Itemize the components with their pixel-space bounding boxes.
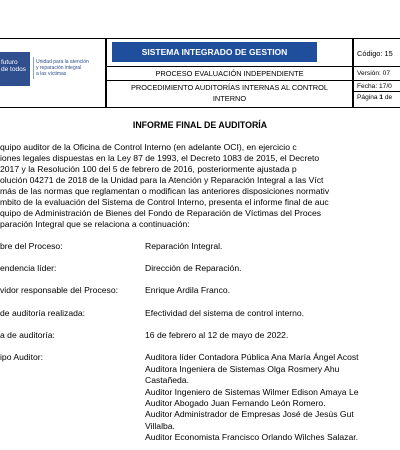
field-value-audit-dates: 16 de febrero al 12 de mayo de 2022. (145, 330, 289, 340)
field-value-responsible: Enrique Ardila Franco. (145, 285, 231, 295)
document-date: Fecha: 17/0 (357, 83, 392, 90)
unit-logo-line1: Unidad para la atención (36, 59, 89, 65)
team-member-line: Auditora Ingeniera de Sistemas Olga Rosmery Ahu (145, 364, 340, 374)
field-value-lead-unit: Dirección de Reparación. (145, 263, 242, 273)
team-member-line: Auditor Economista Francisco Orlando Wilches Salazar. (145, 432, 359, 442)
team-member-line: Auditor Ingeniero de Sistemas Wilmer Edison Amaya Le (145, 387, 359, 397)
procedure-line2: INTERNO (212, 94, 247, 103)
field-value-audit-type: Efectividad del sistema de control interno. (145, 308, 305, 318)
field-value-audit-team: Auditora líder Contadora Pública Ana María Ángel Acost (145, 352, 359, 362)
unit-logo-line2: y reparación integral (36, 65, 82, 71)
intro-line: mbito de la evaluación del Sistema de Control Interno, presenta el informe final de auc (0, 197, 329, 207)
meta-divider-3 (353, 91, 400, 92)
system-title: SISTEMA INTEGRADO DE GESTION (112, 42, 317, 62)
team-member-line: Villalba. (145, 421, 175, 431)
intro-line: paración Integral que se relaciona a continuación: (0, 219, 190, 229)
meta-divider-1 (353, 66, 400, 67)
team-member-line: Auditor Abogado Juan Fernando León Romero. (145, 398, 326, 408)
logo-text-line2: de todos (1, 66, 26, 73)
document-code: Código: 15 (357, 49, 393, 58)
team-member-line: Auditor Administrador de Empresas José de Jesús Gut (145, 409, 354, 419)
field-label-audit-team: ipo Auditor: (0, 352, 43, 362)
field-label-process: bre del Proceso: (0, 241, 63, 251)
intro-line: 2017 y la Resolución 100 del 5 de febrero de 2016, posteriormente ajustada p (0, 164, 297, 174)
field-label-responsible: vidor responsable del Proceso: (0, 285, 118, 295)
procedure-line1: PROCEDIMIENTO AUDITORÍAS INTERNAS AL CONTROL (131, 83, 328, 92)
field-label-lead-unit: endencia líder: (0, 263, 57, 273)
intro-line: quipo auditor de la Oficina de Control Interno (en adelante OCI), en ejercicio c (0, 142, 297, 152)
logo-text-line1: futuro (1, 59, 18, 66)
document-version: Versión: 07 (357, 70, 390, 77)
field-label-audit-dates: a de auditoría: (0, 330, 55, 340)
team-member-line: Castañeda. (145, 375, 189, 385)
meta-divider-2 (353, 80, 400, 81)
header-divider-2 (106, 80, 353, 81)
report-title: INFORME FINAL DE AUDITORÍA (132, 120, 268, 130)
intro-line: más de las normas que reglamentan o modifican las anteriores disposiciones normativ (0, 186, 330, 196)
intro-line: quipo de Administración de Bienes del Fondo de Reparación de Víctimas del Proces (0, 208, 322, 218)
header-divider-1 (106, 66, 353, 67)
logo-separator (33, 57, 34, 79)
page-number: Página 1 de (357, 94, 393, 101)
unit-logo-line3: a las víctimas (36, 71, 67, 77)
field-label-audit-type: de auditoría realizada: (0, 308, 86, 318)
process-name: PROCESO EVALUACIÓN INDEPENDIENTE (155, 69, 304, 78)
field-value-process: Reparación Integral. (145, 241, 223, 251)
intro-line: iones legales dispuestas en la Ley 87 de 1993, el Decreto 1083 de 2015, el Decreto (0, 153, 320, 163)
intro-line: olución 04271 de 2018 de la Unidad para la Atención y Reparación Integral a las Víct (0, 175, 324, 185)
